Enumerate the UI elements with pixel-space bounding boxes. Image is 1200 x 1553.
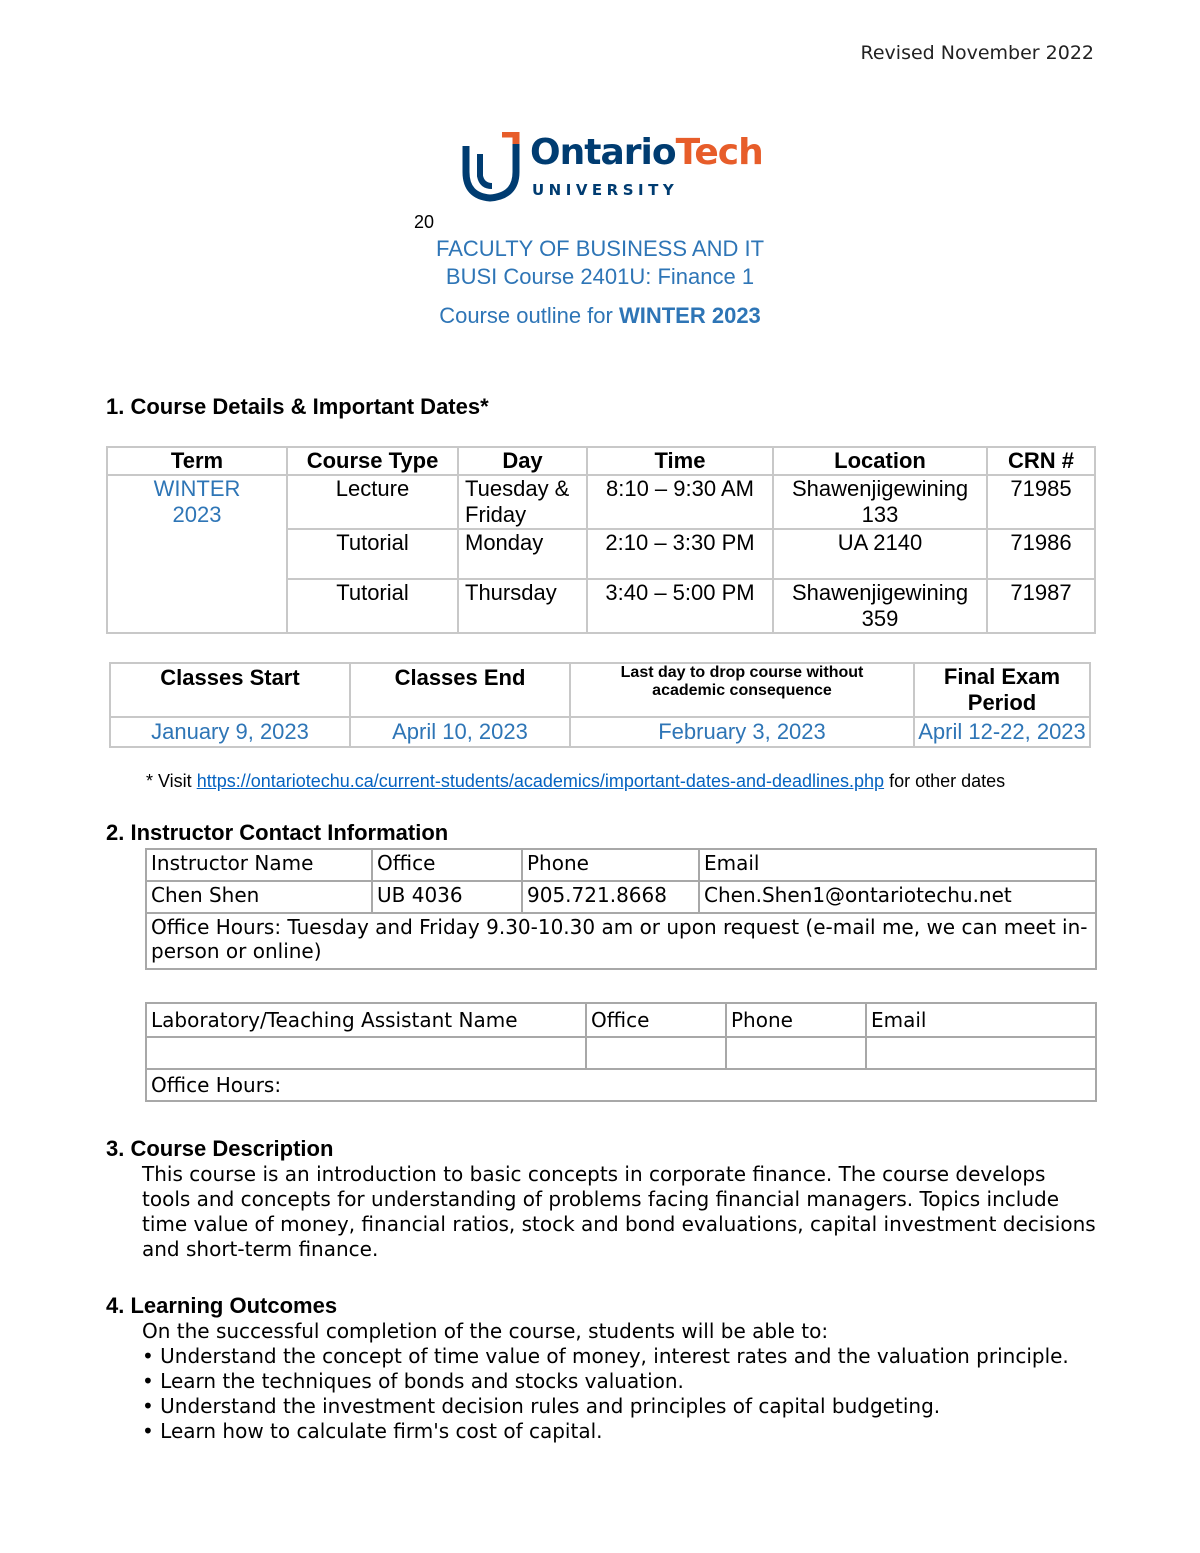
page-number: 20 <box>414 212 435 232</box>
location-cell: UA 2140 <box>773 529 987 579</box>
th-crn: CRN # <box>987 447 1095 475</box>
course-details-table <box>106 446 1096 634</box>
visit-note: * Visit https://ontariotechu.ca/current-students/academics/important-dates-and-deadlines.php for other dates <box>146 771 1006 791</box>
drop-date-value: February 3, 2023 <box>570 717 914 747</box>
th-email: Email <box>699 849 1096 881</box>
th-instructor-name: Instructor Name <box>146 849 372 881</box>
ta-name-empty <box>146 1037 586 1069</box>
th-location: Location <box>773 447 987 475</box>
time-cell: 3:40 – 5:00 PM <box>587 579 773 633</box>
learning-outcomes <box>142 1319 1097 1444</box>
list-item: • Understand the investment decision rules and principles of capital budgeting. <box>142 1394 941 1418</box>
course-title: BUSI Course 2401U: Finance 1 <box>445 264 755 289</box>
course-description: This course is an introduction to basic concepts in corporate finance. The course develops tools and concepts for understanding of problems facing financial managers. Topics include time value of money, financial ratios, stock and bond evaluations, capital investment decisions and short-term finance. <box>142 1162 1096 1261</box>
section-4-title: 4. Learning Outcomes <box>106 1293 338 1318</box>
instructor-name: Chen Shen <box>146 881 372 913</box>
instructor-office: UB 4036 <box>372 881 522 913</box>
instructor-phone: 905.721.8668 <box>522 881 699 913</box>
outcomes-intro: On the successful completion of the course, students will be able to: <box>142 1319 829 1343</box>
section-3-title: 3. Course Description <box>106 1136 334 1161</box>
classes-end-header: Classes End <box>350 663 570 717</box>
drop-date-header: Last day to drop course without academic consequence <box>570 663 914 717</box>
th-office: Office <box>372 849 522 881</box>
ta-table <box>145 1002 1097 1102</box>
instructor-email: Chen.Shen1@ontariotechu.net <box>699 881 1096 913</box>
important-dates-link[interactable]: https://ontariotechu.ca/current-students/academics/important-dates-and-deadlines.php <box>196 771 885 791</box>
term-cell: WINTER 2023 <box>107 475 287 633</box>
crn-cell: 71986 <box>987 529 1095 579</box>
ta-office-hours: Office Hours: <box>146 1069 1096 1101</box>
type-cell: Lecture <box>287 475 458 529</box>
ta-phone-empty <box>726 1037 866 1069</box>
location-cell: Shawenjigewining 133 <box>773 475 987 529</box>
exam-period-header: Final Exam Period <box>914 663 1090 717</box>
day-cell: Tuesday & Friday <box>458 475 587 529</box>
th-ta-name: Laboratory/Teaching Assistant Name <box>146 1003 586 1037</box>
list-item: • Learn the techniques of bonds and stocks valuation. <box>142 1369 684 1393</box>
office-hours: Office Hours: Tuesday and Friday 9.30-10.30 am or upon request (e-mail me, we can meet in-person or online) <box>146 913 1096 969</box>
revised-date: Revised November 2022 <box>860 42 1094 64</box>
th-day: Day <box>458 447 587 475</box>
th-ta-office: Office <box>586 1003 726 1037</box>
section-1-title: 1. Course Details & Important Dates* <box>106 394 489 419</box>
list-item: • Understand the concept of time value of money, interest rates and the valuation principle. <box>142 1344 1069 1368</box>
th-term: Term <box>107 447 287 475</box>
classes-end-value: April 10, 2023 <box>350 717 570 747</box>
ta-email-empty <box>866 1037 1096 1069</box>
crn-cell: 71985 <box>987 475 1095 529</box>
instructor-table <box>145 848 1097 970</box>
logo-wordmark: OntarioTech <box>530 132 763 173</box>
crn-cell: 71987 <box>987 579 1095 633</box>
th-course-type: Course Type <box>287 447 458 475</box>
section-2-title: 2. Instructor Contact Information <box>106 820 449 845</box>
classes-start-header: Classes Start <box>110 663 350 717</box>
day-cell: Monday <box>458 529 587 579</box>
th-ta-phone: Phone <box>726 1003 866 1037</box>
type-cell: Tutorial <box>287 529 458 579</box>
th-phone: Phone <box>522 849 699 881</box>
list-item: • Learn how to calculate firm's cost of capital. <box>142 1419 603 1443</box>
classes-start-value: January 9, 2023 <box>110 717 350 747</box>
time-cell: 8:10 – 9:30 AM <box>587 475 773 529</box>
faculty-title: FACULTY OF BUSINESS AND IT <box>435 236 765 261</box>
time-cell: 2:10 – 3:30 PM <box>587 529 773 579</box>
important-dates-table <box>109 662 1091 748</box>
logo-mark-icon <box>462 132 522 204</box>
type-cell: Tutorial <box>287 579 458 633</box>
exam-period-value: April 12-22, 2023 <box>914 717 1090 747</box>
th-time: Time <box>587 447 773 475</box>
ta-office-empty <box>586 1037 726 1069</box>
logo-subtitle: UNIVERSITY <box>532 181 679 199</box>
university-logo <box>462 132 762 204</box>
location-cell: Shawenjigewining 359 <box>773 579 987 633</box>
th-ta-email: Email <box>866 1003 1096 1037</box>
outline-title: Course outline for WINTER 2023 <box>439 303 761 328</box>
day-cell: Thursday <box>458 579 587 633</box>
